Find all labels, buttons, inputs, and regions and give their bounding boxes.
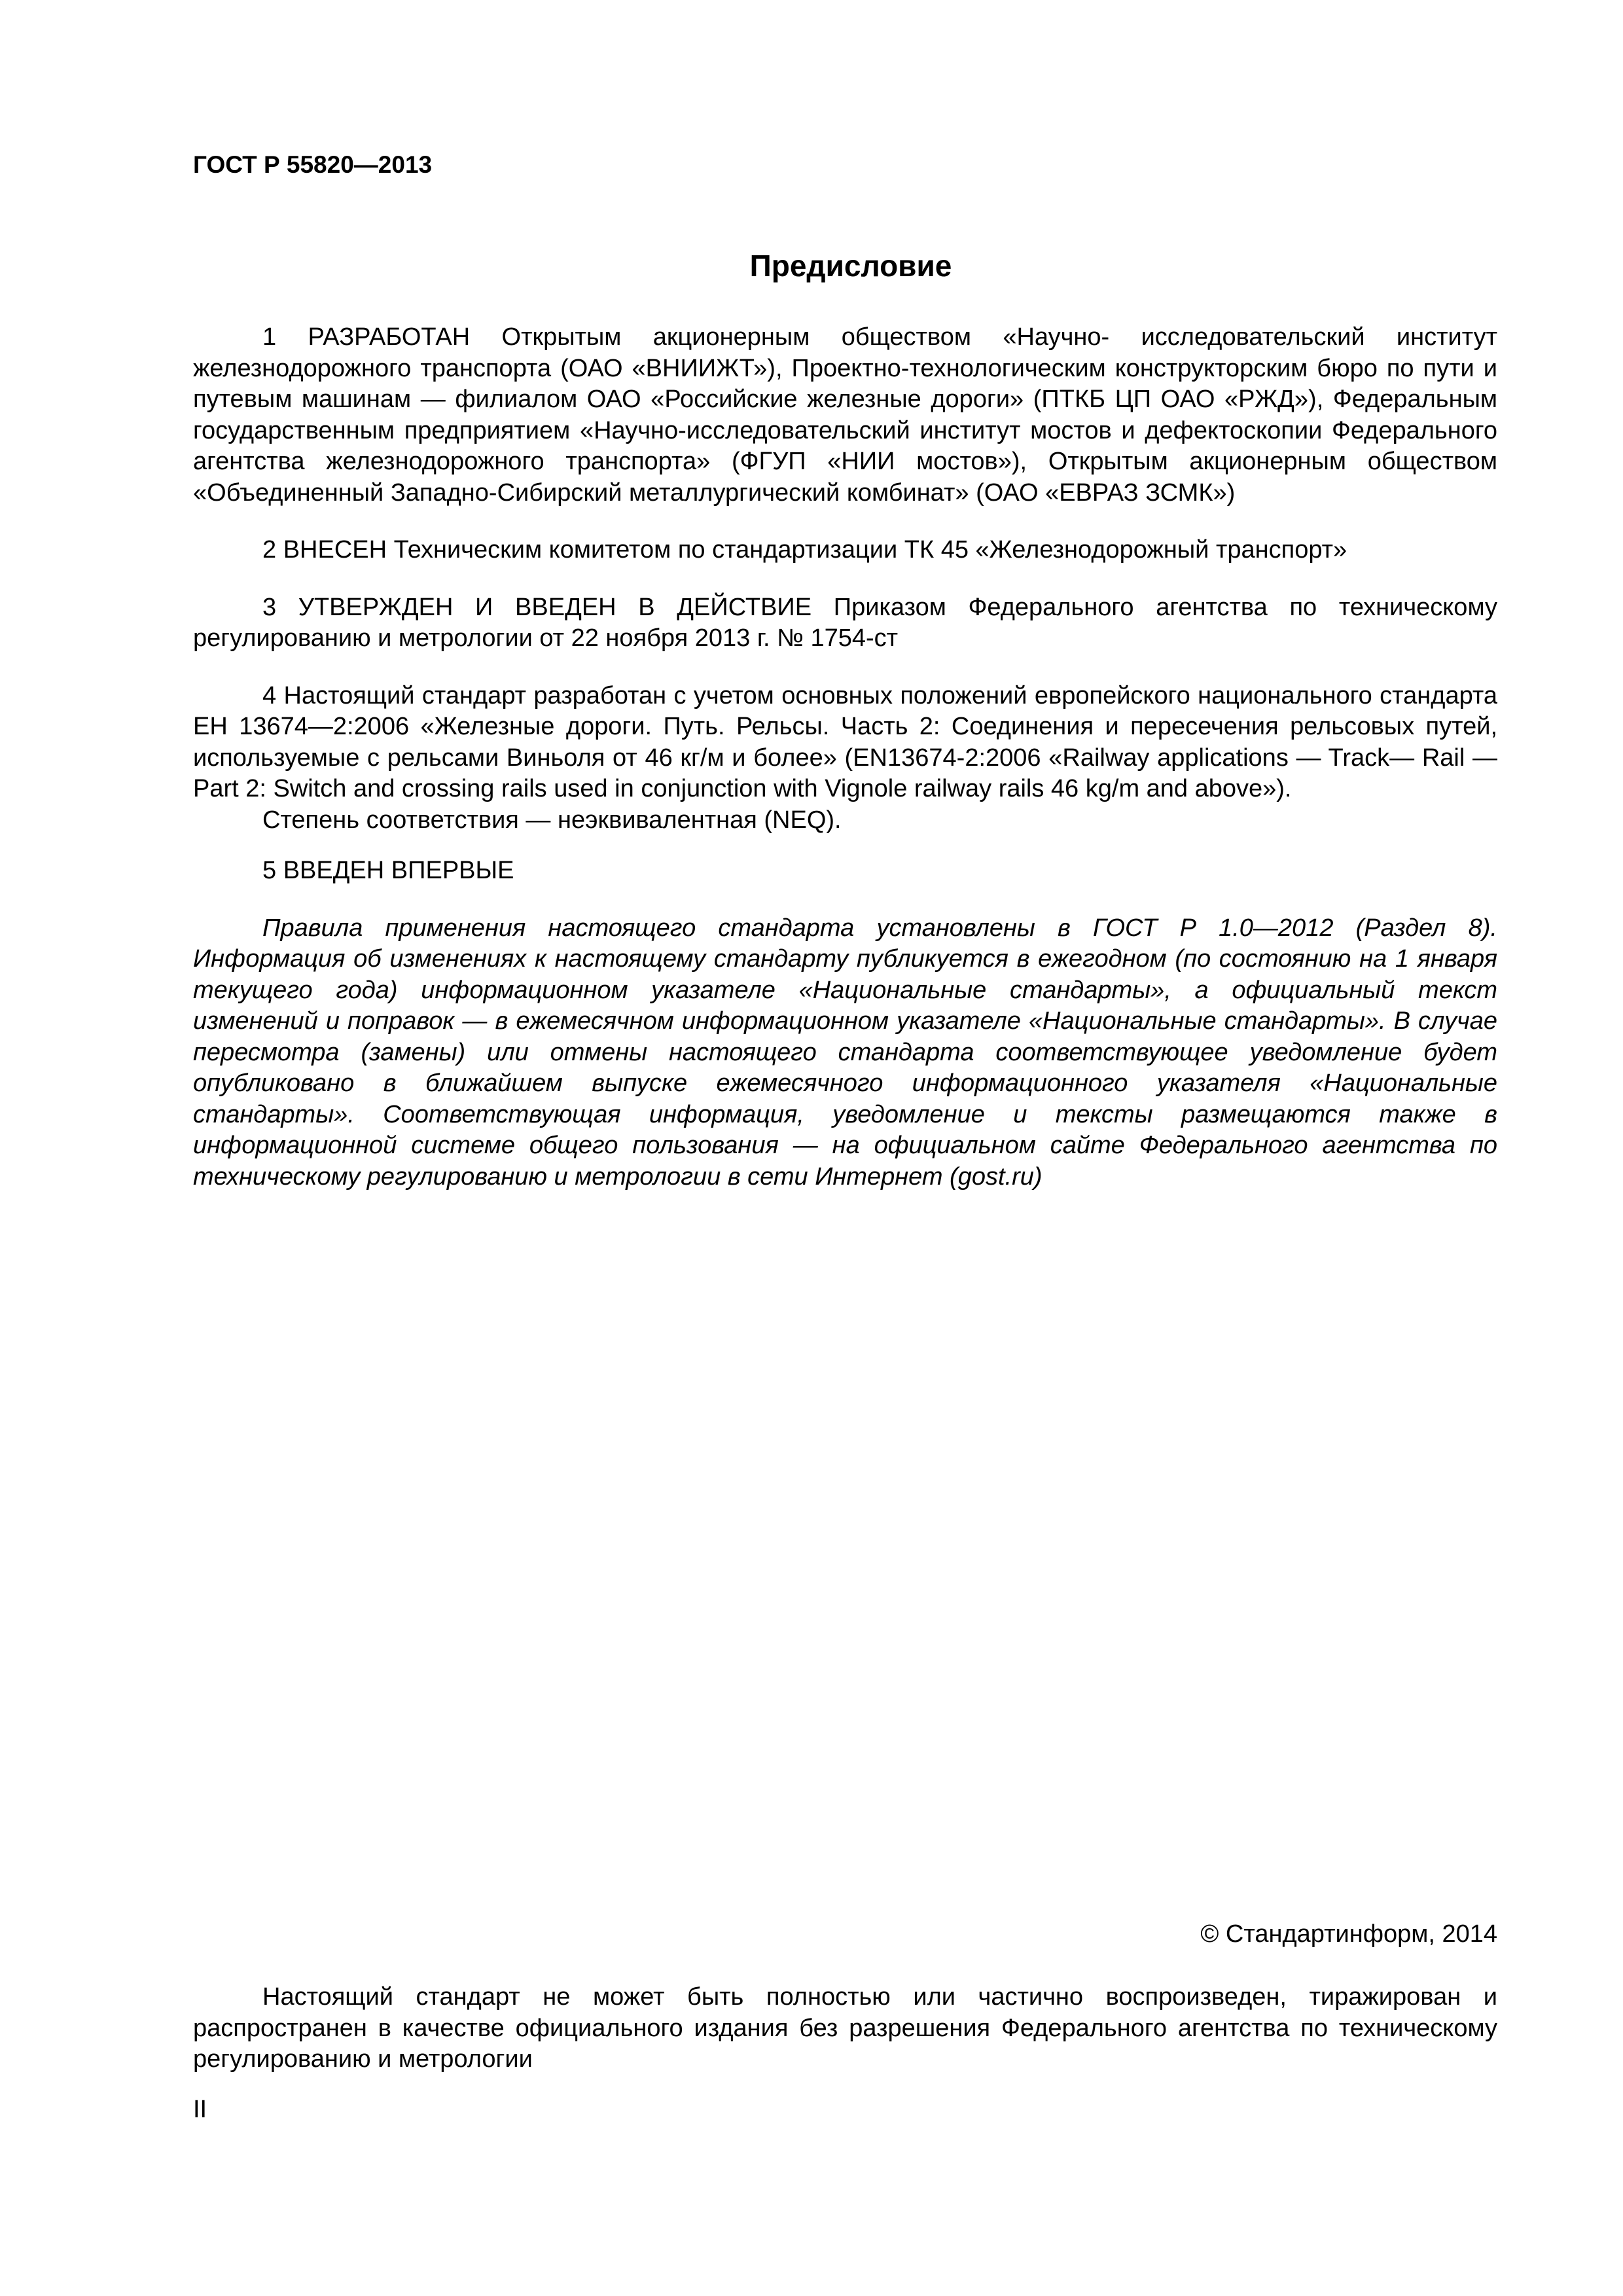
- reproduction-notice: [193, 1982, 1497, 2075]
- item-introduced-by: 2 ВНЕСЕН Техническим комитетом по стандартизации ТК 45 «Железнодорожный транспорт»: [262, 536, 1347, 564]
- item-approved: 3 УТВЕРЖДЕН И ВВЕДЕН В ДЕЙСТВИЕ Приказом Федерального агентства по техническому регулированию и метрологии от 22 ноября 2013 г. № 1754-ст: [193, 593, 1497, 652]
- page-number: II: [193, 2096, 207, 2123]
- application-rules-note: Правила применения настоящего стандарта установлены в ГОСТ Р 1.0—2012 (Раздел 8). Информация об изменениях к настоящему стандарту публикуется в ежегодном (по состоянию на 1 января текущего года) информационном указателе «Национальные стандарты», а официальный текст изменений и поправок — в ежемесячном информационном указателе «Национальные стандарты». В случае пересмотра (замены) или отмены настоящего стандарта соответствующее уведомление будет опубликовано в ближайшем выпуске ежемесячного информационного указателя «Национальные стандарты». Соответствующая информация, уведомление и тексты размещаются также в информационной системе общего пользования — на официальном сайте Федерального агентства по техническому регулированию и метрологии в сети Интернет (gost.ru): [193, 914, 1497, 1191]
- item-introduced-first: 5 ВВЕДЕН ВПЕРВЫЕ: [262, 857, 514, 884]
- copyright-line: © Стандартинформ, 2014: [1200, 1920, 1497, 1948]
- reproduction-notice-text: Настоящий стандарт не может быть полностью или частично воспроизведен, тиражирован и распространен в качестве официального издания без разрешения Федерального агентства по техническому регулированию и метрологии: [193, 1983, 1497, 2073]
- item-developed-by: 1 РАЗРАБОТАН Открытым акционерным обществом «Научно- исследовательский институт железнодорожного транспорта (ОАО «ВНИИЖТ»), Проектно-технологическим конструкторским бюро по пути и путевым машинам — филиалом ОАО «Российские железные дороги» (ПТКБ ЦП ОАО «РЖД»), Федеральным государственным предприятием «Научно-исследовательский институт мостов и дефектоскопии Федерального агентства железнодорожного транспорта» (ФГУП «НИИ мостов»), Открытым акционерным обществом «Объединенный Западно-Сибирский металлургический комбинат» (ОАО «ЕВРАЗ ЗСМК»): [193, 323, 1497, 507]
- document-number-header: ГОСТ Р 55820—2013: [193, 151, 433, 178]
- section-title: Предисловие: [749, 249, 952, 283]
- item-degree-of-correspondence: Степень соответствия — неэквивалентная (NEQ).: [262, 806, 842, 834]
- foreword-body: [193, 322, 1497, 1193]
- item-based-on-standard: 4 Настоящий стандарт разработан с учетом основных положений европейского национального стандарта ЕН 13674—2:2006 «Железные дороги. Путь. Рельсы. Часть 2: Соединения и пересечения рельсовых путей, используемые с рельсами Виньоля от 46 кг/м и более» (EN13674-2:2006 «Railway applications — Track— Rail — Part 2: Switch and crossing rails used in conjunction with Vignole railway rails 46 kg/m and above»).: [193, 681, 1497, 802]
